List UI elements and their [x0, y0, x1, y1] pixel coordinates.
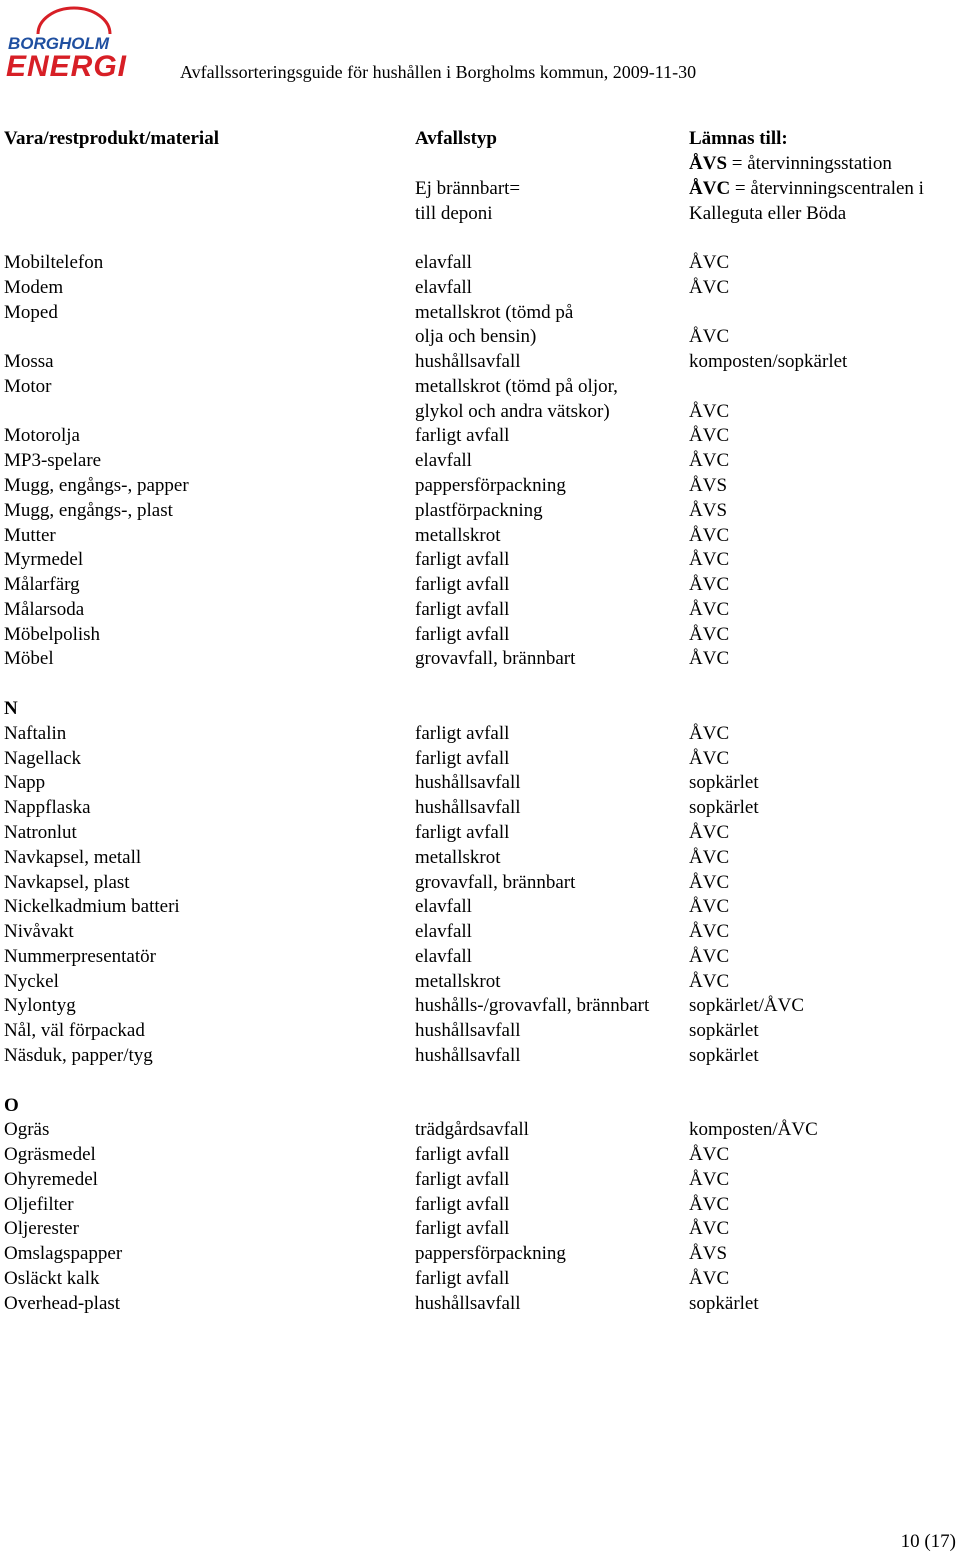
type-note-line-2: till deponi — [415, 203, 493, 224]
table-cell-item: Mugg, engångs-, plast — [4, 500, 173, 521]
table-cell-item: Mobiltelefon — [4, 252, 104, 273]
table-cell-type: farligt avfall — [415, 1169, 510, 1190]
table-cell-item: Ogräsmedel — [4, 1144, 96, 1165]
table-cell-item: Mugg, engångs-, papper — [4, 475, 189, 496]
table-cell-type: hushållsavfall — [415, 1020, 521, 1041]
table-cell-item: Overhead-plast — [4, 1293, 121, 1314]
table-cell-item: Möbel — [4, 648, 54, 669]
table-cell-type: farligt avfall — [415, 822, 510, 843]
table-cell-dest: ÅVC — [689, 599, 730, 620]
table-cell-dest: ÅVC — [689, 723, 730, 744]
table-cell-item: Natronlut — [4, 822, 77, 843]
table-cell-dest: ÅVC — [689, 847, 730, 868]
table-cell-item: Nyckel — [4, 971, 59, 992]
logo-bottom-text: ENERGI — [6, 50, 128, 83]
logo-top-text: BORGHOLM — [8, 34, 110, 53]
table-cell-dest: ÅVC — [689, 624, 730, 645]
legend-location: Kalleguta eller Böda — [689, 203, 847, 224]
table-cell-item: Navkapsel, metall — [4, 847, 142, 868]
table-cell-item: Napp — [4, 772, 46, 793]
table-cell-type: metallskrot (tömd på oljor, — [415, 376, 618, 397]
table-cell-dest: sopkärlet — [689, 1020, 759, 1041]
table-cell-type: hushållsavfall — [415, 1045, 521, 1066]
table-cell-item: Målarfärg — [4, 574, 80, 595]
table-cell-item: Oljefilter — [4, 1194, 74, 1215]
table-cell-dest: ÅVC — [689, 1194, 730, 1215]
type-note-line-1: Ej brännbart= — [415, 178, 521, 199]
table-cell-item: Moped — [4, 302, 58, 323]
table-cell-type: plastförpackning — [415, 500, 543, 521]
legend-avs-abbr: ÅVS — [689, 153, 728, 174]
table-cell-type: metallskrot (tömd på — [415, 302, 574, 323]
table-cell-item: Näsduk, papper/tyg — [4, 1045, 153, 1066]
legend-avs — [689, 152, 892, 176]
table-cell-item: Mossa — [4, 351, 54, 372]
table-cell-type: hushållsavfall — [415, 772, 521, 793]
legend-avs-text: = återvinningsstation — [727, 153, 892, 174]
table-cell-type: hushålls-/grovavfall, brännbart — [415, 995, 650, 1016]
table-cell-type: farligt avfall — [415, 723, 510, 744]
table-cell-dest: komposten/ÅVC — [689, 1119, 818, 1140]
table-cell-item: Nickelkadmium batteri — [4, 896, 180, 917]
table-cell-dest: ÅVC — [689, 1169, 730, 1190]
table-cell-item: Möbelpolish — [4, 624, 101, 645]
table-cell-type: metallskrot — [415, 525, 501, 546]
table-cell-type: elavfall — [415, 252, 472, 273]
table-cell-type: grovavfall, brännbart — [415, 648, 576, 669]
table-cell-type: pappersförpackning — [415, 1243, 566, 1264]
table-cell-dest: ÅVS — [689, 475, 728, 496]
table-cell-dest: ÅVC — [689, 277, 730, 298]
section-letter: N — [4, 698, 18, 719]
table-cell-item: MP3-spelare — [4, 450, 102, 471]
table-cell-type: farligt avfall — [415, 1218, 510, 1239]
table-cell-dest: ÅVC — [689, 648, 730, 669]
table-cell-dest: sopkärlet/ÅVC — [689, 995, 805, 1016]
table-cell-dest: ÅVC — [689, 425, 730, 446]
section-letter: O — [4, 1095, 19, 1116]
column-header-destination: Lämnas till: — [689, 128, 788, 149]
table-cell-item: Nagellack — [4, 748, 82, 769]
table-cell-item: Ohyremedel — [4, 1169, 98, 1190]
table-cell-type: farligt avfall — [415, 549, 510, 570]
legend-avc-text: = återvinningscentralen i — [730, 178, 924, 199]
table-cell-dest: sopkärlet — [689, 772, 759, 793]
table-cell-type: hushållsavfall — [415, 351, 521, 372]
table-cell-item: Mutter — [4, 525, 56, 546]
table-cell-item: Nappflaska — [4, 797, 91, 818]
table-cell-type: farligt avfall — [415, 574, 510, 595]
table-cell-dest: ÅVC — [689, 1218, 730, 1239]
table-cell-item: Målarsoda — [4, 599, 85, 620]
document-title: Avfallssorteringsguide för hushållen i Borgholms kommun, 2009-11-30 — [180, 62, 697, 82]
table-cell-item: Navkapsel, plast — [4, 872, 130, 893]
table-cell-type: glykol och andra vätskor) — [415, 401, 610, 422]
table-cell-dest: sopkärlet — [689, 1293, 759, 1314]
table-cell-type: hushållsavfall — [415, 797, 521, 818]
table-cell-type: elavfall — [415, 896, 472, 917]
table-cell-item: Omslagspapper — [4, 1243, 123, 1264]
table-cell-dest: ÅVC — [689, 748, 730, 769]
table-cell-type: elavfall — [415, 921, 472, 942]
table-cell-item: Nivåvakt — [4, 921, 74, 942]
table-cell-item: Motor — [4, 376, 52, 397]
table-cell-dest: ÅVC — [689, 401, 730, 422]
table-cell-item: Osläckt kalk — [4, 1268, 100, 1289]
table-cell-type: farligt avfall — [415, 1194, 510, 1215]
table-cell-dest: ÅVC — [689, 822, 730, 843]
table-cell-type: farligt avfall — [415, 748, 510, 769]
table-cell-dest: ÅVC — [689, 971, 730, 992]
table-cell-dest: ÅVC — [689, 326, 730, 347]
table-cell-type: farligt avfall — [415, 1144, 510, 1165]
table-cell-type: grovavfall, brännbart — [415, 872, 576, 893]
table-cell-dest: ÅVC — [689, 450, 730, 471]
table-cell-dest: ÅVC — [689, 896, 730, 917]
table-cell-type: hushållsavfall — [415, 1293, 521, 1314]
table-cell-type: trädgårdsavfall — [415, 1119, 529, 1140]
table-cell-dest: ÅVC — [689, 1268, 730, 1289]
table-cell-dest: ÅVC — [689, 921, 730, 942]
table-cell-item: Nylontyg — [4, 995, 76, 1016]
column-header-item: Vara/restprodukt/material — [4, 128, 219, 149]
table-cell-type: elavfall — [415, 450, 472, 471]
table-cell-dest: ÅVC — [689, 1144, 730, 1165]
table-cell-type: metallskrot — [415, 971, 501, 992]
table-cell-dest: ÅVC — [689, 872, 730, 893]
table-cell-type: farligt avfall — [415, 624, 510, 645]
table-cell-type: farligt avfall — [415, 599, 510, 620]
column-header-type: Avfallstyp — [415, 128, 497, 149]
table-cell-type: pappersförpackning — [415, 475, 566, 496]
table-cell-type: farligt avfall — [415, 425, 510, 446]
borgholm-energi-logo — [4, 6, 130, 83]
table-cell-item: Motorolja — [4, 425, 80, 446]
table-cell-dest: ÅVC — [689, 549, 730, 570]
table-cell-type: elavfall — [415, 946, 472, 967]
table-cell-type: farligt avfall — [415, 1268, 510, 1289]
table-cell-dest: ÅVC — [689, 525, 730, 546]
table-cell-type: olja och bensin) — [415, 326, 537, 347]
table-cell-item: Ogräs — [4, 1119, 50, 1140]
table-cell-dest: ÅVC — [689, 946, 730, 967]
table-cell-dest: sopkärlet — [689, 1045, 759, 1066]
table-cell-item: Myrmedel — [4, 549, 84, 570]
table-cell-item: Nål, väl förpackad — [4, 1020, 145, 1041]
table-cell-dest: ÅVC — [689, 252, 730, 273]
table-cell-type: elavfall — [415, 277, 472, 298]
table-cell-dest: komposten/sopkärlet — [689, 351, 848, 372]
table-cell-dest: ÅVS — [689, 500, 728, 521]
legend-avc-abbr: ÅVC — [689, 178, 731, 199]
logo-arc-icon — [34, 6, 114, 36]
table-cell-type: metallskrot — [415, 847, 501, 868]
table-cell-item: Modem — [4, 277, 64, 298]
table-cell-dest: sopkärlet — [689, 797, 759, 818]
table-cell-item: Naftalin — [4, 723, 67, 744]
table-cell-item: Nummerpresentatör — [4, 946, 156, 967]
legend-avc — [689, 177, 924, 201]
table-cell-dest: ÅVC — [689, 574, 730, 595]
table-cell-item: Oljerester — [4, 1218, 79, 1239]
page-number: 10 (17) — [900, 1531, 956, 1552]
table-cell-dest: ÅVS — [689, 1243, 728, 1264]
